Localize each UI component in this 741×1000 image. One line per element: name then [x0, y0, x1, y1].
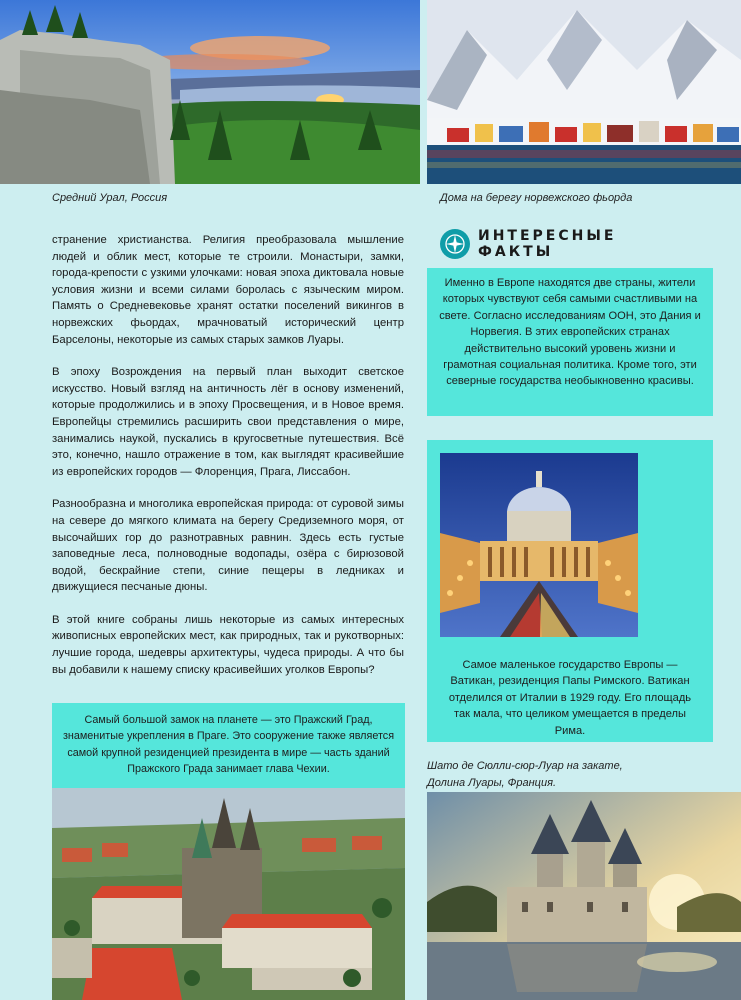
- loire-caption-line: Шато де Сюлли-сюр-Луар на закате,: [427, 760, 623, 772]
- norway-photo: [427, 0, 741, 184]
- ural-photo: [0, 0, 420, 184]
- prague-text: Самый большой замок на планете — это Пражский Град, знаменитые укрепления в Праге. Это сооружение также является самой крупной резиденцией президента в мире — часть зданий Пражского Града занимает глава Чехии.: [62, 714, 395, 776]
- facts-box: [427, 268, 713, 416]
- facts-title: [478, 228, 616, 260]
- paragraph: В этой книге собраны лишь некоторые из самых интересных живописных европейских мест, как природных, так и рукотворных: лучшие города, шедевры архитектуры, чудеса природы. А что бы вы добавили к нашему списку красивейших уголков Европы?: [52, 613, 404, 676]
- facts-header: [440, 228, 616, 260]
- compass-icon: [440, 229, 470, 259]
- loire-caption: [427, 758, 623, 792]
- facts-title-line: ИНТЕРЕСНЫЕ: [478, 228, 617, 244]
- paragraph: В эпоху Возрождения на первый план выходит светское искусство. Новый взгляд на античность лёг в основу изменений, которые продолжились и в эпоху Просвещения, и в Новое время. Европейцы стремились расширить свои представления о мире, занимались наукой, пускались в кругосветные путешествия. Всё это, конечно, нашло отражение в том, как выглядят красивейшие из европейских городов — Флоренция, Прага, Лиссабон.: [52, 366, 404, 478]
- prague-castle-box: [52, 703, 405, 788]
- facts-title-line: ФАКТЫ: [478, 244, 554, 260]
- paragraph: странение христианства. Религия преобразовала мышление людей и облик мест, которые те строили. Монастыри, замки, города-крепости с узкими улочками: новая эпоха диктовала новые условия жизни и всеми силами боролась с языческим миром. Память о Средневековье хранят остатки поселений викингов в норвежских фьордах, мрачноватый исторический центр Барселоны, некоторые из самых старых замков Луары.: [52, 234, 404, 346]
- vatican-text: Самое маленькое государство Европы — Ватикан, резиденция Папы Римского. Ватикан отделился от Италии в 1929 году. Его площадь так мала, что целиком умещается в пределы Рима.: [448, 659, 692, 737]
- ural-caption: Средний Урал, Россия: [52, 192, 168, 204]
- prague-photo: [52, 788, 405, 1000]
- facts-text: Именно в Европе находятся две страны, жители которых чувствуют себя самыми счастливыми на свете. Согласно исследованиям ООН, это Дания и Норвегия. В этих европейских странах действительно высокий уровень жизни и грамотная социальная политика. Кроме того, эти северные государства необыкновенно красивы.: [439, 277, 701, 388]
- loire-photo: [427, 792, 741, 1000]
- paragraph: Разнообразна и многолика европейская природа: от суровой зимы на севере до мягкого климата на берегу Средиземного моря, от высочайших гор до разнотравных равнин. Здесь есть густые заповедные леса, полноводные водопады, озёра с бирюзовой водой, бескрайние степи, синие пещеры в ледниках и движущиеся песчаные дюны.: [52, 498, 404, 594]
- main-article-text: [52, 232, 404, 694]
- vatican-photo: [440, 453, 638, 637]
- loire-caption-line: Долина Луары, Франция.: [427, 777, 557, 789]
- norway-caption: Дома на берегу норвежского фьорда: [440, 192, 633, 204]
